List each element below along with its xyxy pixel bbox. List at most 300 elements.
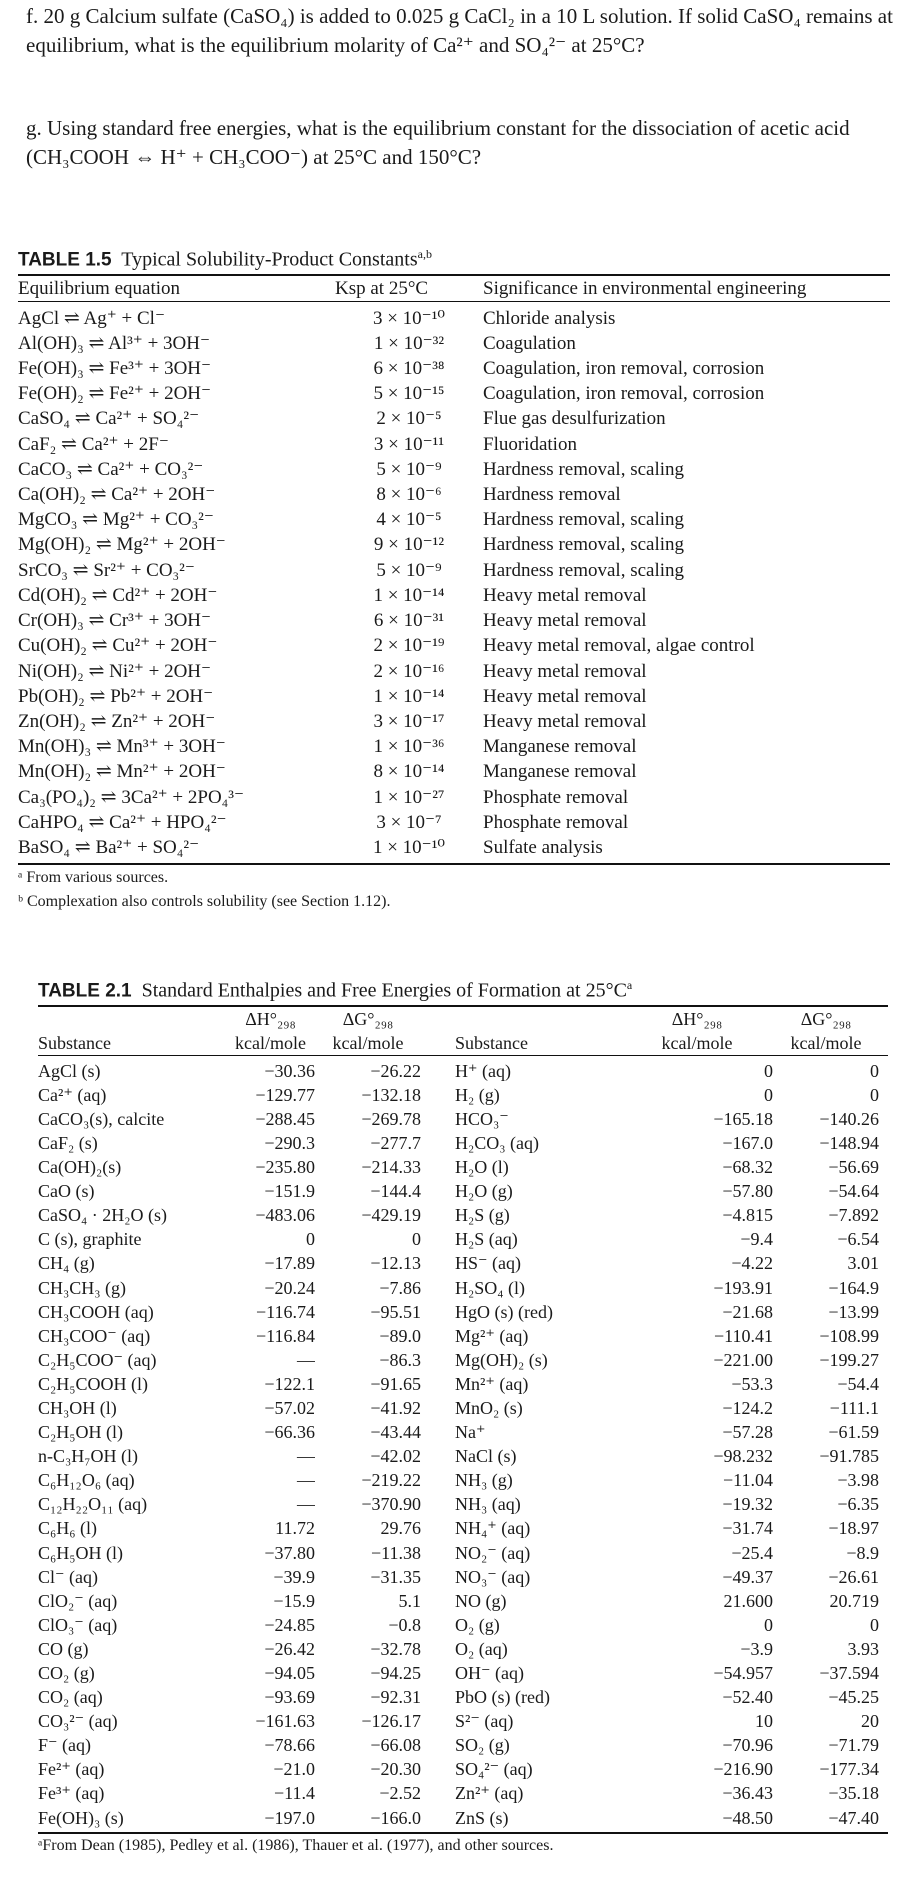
ksp-cell: 4 × 10⁻⁵ [376,509,442,531]
dg-cell: −111.1 [829,1397,879,1418]
dh-cell: −221.00 [713,1349,773,1370]
dg-cell: 0 [870,1084,879,1105]
table-2-1-body [38,1055,888,1833]
dh-cell: −70.96 [722,1735,773,1756]
significance-cell: Heavy metal removal [483,685,647,707]
dg-cell: −2.52 [379,1783,421,1804]
dh-cell: −116.84 [256,1325,315,1346]
dh-cell: −11.4 [274,1783,315,1804]
dg-cell: −66.08 [370,1735,421,1756]
table-row [38,1468,888,1492]
table-row [18,356,890,381]
dg-cell: 5.1 [398,1590,421,1611]
header-significance: Significance in environmental engineering [483,275,890,302]
substance-cell: H₂O (l) [455,1157,509,1178]
substance-cell: Mg(OH)₂ (s) [455,1349,548,1370]
table-1-5-footnote-a: ᵃ From various sources. [18,869,169,887]
table-row [18,457,890,482]
dg-cell: 20.719 [829,1590,879,1611]
substance-cell: Na⁺ [455,1422,486,1443]
dh-cell: −193.91 [713,1277,773,1298]
dh-cell: −165.18 [713,1108,773,1129]
ksp-cell: 6 × 10⁻³¹ [373,610,445,632]
equation-cell: Al(OH)₃ ⇌ Al³⁺ + 3OH⁻ [18,332,211,354]
table-row [18,709,890,734]
table-row [18,785,890,810]
dg-cell: −140.26 [819,1108,879,1129]
substance-cell: CO₂ (g) [38,1663,95,1683]
substance-cell: CaF₂ (s) [38,1132,98,1153]
table-row [18,301,890,331]
dg-cell: −47.40 [773,1806,888,1833]
table-1-5 [18,241,890,913]
dg-cell: −370.90 [361,1494,421,1515]
ksp-cell: 9 × 10⁻¹² [373,534,445,556]
dg-cell: −6.54 [837,1229,879,1250]
significance-cell: Fluoridation [483,433,577,455]
substance-cell: MnO₂ (s) [455,1397,523,1418]
table-row [38,1516,888,1540]
dh-cell: −24.85 [264,1614,315,1635]
substance-cell: H₂S (g) [455,1205,510,1226]
table-row [38,1348,888,1372]
header-dh-left: ΔH°₂₉₈ [226,1006,315,1031]
dh-cell: −9.4 [740,1229,773,1250]
table-1-5-body [18,301,890,864]
substance-cell: F⁻ (aq) [38,1735,91,1756]
table-row [18,835,890,864]
significance-cell: Hardness removal, scaling [483,559,685,581]
header-equation: Equilibrium equation [18,275,335,302]
significance-cell: Heavy metal removal [483,660,647,682]
table-2-1-header-row-2 [38,1031,888,1056]
significance-cell: Hardness removal, scaling [483,458,685,480]
substance-cell: C₂H₅OH (l) [38,1422,124,1443]
significance-cell: Coagulation, iron removal, corrosion [483,383,765,405]
substance-cell: SO₄²⁻ (aq) [455,1759,533,1780]
substance-cell: Mg²⁺ (aq) [455,1325,529,1346]
significance-cell: Heavy metal removal [483,710,647,732]
ksp-cell: 3 × 10⁻¹⁷ [373,710,445,732]
dh-cell: 0 [764,1084,773,1105]
header-dg-right: ΔG°₂₉₈ [773,1006,888,1031]
dh-cell: −110.41 [714,1325,773,1346]
table-row [18,532,890,557]
table-row [18,810,890,835]
ksp-cell: 6 × 10⁻³⁸ [373,358,445,380]
question-f [26,2,906,60]
table-row [18,482,890,507]
equation-cell: Mn(OH)₂ ⇌ Mn²⁺ + 2OH⁻ [18,761,226,783]
substance-cell: H₂ (g) [455,1084,500,1105]
dh-cell: −48.50 [621,1806,773,1833]
substance-cell: CH₃CH₃ (g) [38,1277,127,1298]
substance-cell: Zn²⁺ (aq) [455,1783,524,1804]
table-row [38,1613,888,1637]
significance-cell: Coagulation, iron removal, corrosion [483,358,765,380]
significance-cell: Phosphate removal [483,786,629,808]
dg-cell: −0.8 [388,1614,421,1635]
dg-cell: −11.38 [371,1542,421,1563]
question-f-text: f. 20 g Calcium sulfate (CaSO₄) is added to 0.025 g CaCl₂ in a 10 L solution. If solid CaSO₄ remains at equilibrium, what is the equilibrium molarity of Ca²⁺ and SO₄²⁻ at 25°C? [26,4,893,57]
dg-cell: −429.19 [361,1205,421,1226]
dg-cell: −61.59 [828,1422,879,1443]
dh-cell: −290.3 [264,1132,315,1153]
substance-cell: PbO (s) (red) [455,1687,550,1708]
table-row [18,583,890,608]
dh-cell: −116.74 [256,1301,315,1322]
ksp-cell: 3 × 10⁻¹¹ [373,433,445,455]
dh-cell: −11.04 [723,1470,773,1491]
dh-cell: −66.36 [264,1422,315,1443]
dh-cell: −68.32 [722,1157,773,1178]
dh-cell: −216.90 [713,1759,773,1780]
dg-cell: −45.25 [828,1687,879,1708]
dh-cell: 10 [755,1711,773,1732]
dg-cell: −214.33 [361,1157,421,1178]
dh-cell: — [297,1349,315,1370]
dh-cell: −37.80 [264,1542,315,1563]
significance-cell: Phosphate removal [483,811,629,833]
dg-cell: −12.13 [370,1253,421,1274]
significance-cell: Coagulation [483,332,576,354]
dg-cell: −148.94 [819,1132,879,1153]
table-row [18,633,890,658]
dg-cell: −35.18 [828,1783,879,1804]
dg-cell: −91.65 [370,1373,421,1394]
dg-cell: −54.4 [837,1373,879,1394]
substance-cell: C₂H₅COO⁻ (aq) [38,1349,157,1370]
dh-cell: −52.40 [722,1687,773,1708]
ksp-cell: 1 × 10⁻³² [373,332,445,354]
equation-cell: CaHPO₄ ⇌ Ca²⁺ + HPO₄²⁻ [18,811,227,833]
dh-cell: −93.69 [264,1687,315,1708]
dg-cell: −91.785 [819,1446,879,1467]
dh-cell: −20.24 [264,1277,315,1298]
table-2-1-title-sup: a [626,978,633,992]
table-row [38,1276,888,1300]
table-row [38,1589,888,1613]
substance-cell: O₂ (g) [455,1614,500,1635]
substance-cell: H₂S (aq) [455,1229,518,1250]
ksp-cell: 1 × 10⁻¹⁴ [373,685,445,707]
dh-cell: −19.32 [722,1494,773,1515]
ksp-cell: 2 × 10⁻⁵ [376,408,442,430]
ksp-cell: 1 × 10⁻¹⁰ [335,835,483,864]
dh-cell: — [297,1494,315,1515]
dg-cell: −199.27 [819,1349,879,1370]
dh-cell: 11.72 [275,1518,315,1539]
substance-cell: NO (g) [455,1590,507,1611]
question-g [26,114,906,172]
significance-cell: Heavy metal removal [483,610,647,632]
dh-cell: −161.63 [255,1711,315,1732]
dg-cell: −7.892 [828,1205,879,1226]
dh-cell: −122.1 [264,1373,315,1394]
equation-cell: BaSO₄ ⇌ Ba²⁺ + SO₄²⁻ [18,835,335,864]
dg-cell: 29.76 [380,1518,421,1539]
dh-cell: −4.22 [731,1253,773,1274]
dg-cell: −41.92 [370,1397,421,1418]
dh-cell: −30.36 [264,1060,315,1081]
dg-cell: −277.7 [370,1132,421,1153]
dg-cell: −177.34 [819,1759,879,1780]
dg-cell: −144.4 [370,1181,421,1202]
dh-cell: 21.600 [723,1590,773,1611]
substance-cell: C₆H₆ (l) [38,1518,98,1539]
ksp-cell: 5 × 10⁻¹⁵ [373,383,445,405]
dg-cell: −18.97 [828,1518,879,1539]
table-row [38,1709,888,1733]
substance-cell: C₂H₅COOH (l) [38,1373,149,1394]
substance-cell: Fe²⁺ (aq) [38,1759,105,1780]
dg-cell: −132.18 [361,1084,421,1105]
dh-cell: −94.05 [264,1663,315,1683]
substance-cell: O₂ (aq) [455,1638,508,1659]
table-row [18,659,890,684]
header-unit-3: kcal/mole [621,1031,773,1056]
dg-cell: −92.31 [370,1687,421,1708]
header-substance-right: Substance [421,1031,621,1056]
table-row [38,1251,888,1275]
table-2-1-footnote: ᵃFrom Dean (1985), Pedley et al. (1986), Thauer et al. (1977), and other sources. [38,1836,554,1854]
table-row [38,1203,888,1227]
substance-cell: H⁺ (aq) [455,1060,511,1081]
substance-cell: C (s), graphite [38,1229,142,1250]
dg-cell: −26.61 [828,1566,879,1587]
dh-cell: −31.74 [722,1518,773,1539]
ksp-cell: 8 × 10⁻¹⁴ [373,761,445,783]
dg-cell: −108.99 [819,1325,879,1346]
substance-cell: CO₂ (aq) [38,1687,103,1708]
header-unit-2: kcal/mole [315,1031,421,1056]
dg-cell: −31.35 [370,1566,421,1587]
substance-cell: H₂O (g) [455,1181,513,1202]
table-1-5-header-row [18,275,890,302]
dh-cell: −288.45 [255,1108,315,1129]
table-1-5-title: Typical Solubility-Product Constants [121,248,418,271]
table-row [18,432,890,457]
substance-cell: CaSO₄ · 2H₂O (s) [38,1205,168,1226]
table-row [18,684,890,709]
table-row [18,734,890,759]
dg-cell: 20 [861,1711,879,1732]
table-row [38,1733,888,1757]
dg-cell: −94.25 [370,1663,421,1683]
table-row [38,1781,888,1805]
dh-cell: — [297,1470,315,1491]
substance-cell: SO₂ (g) [455,1735,510,1756]
dh-cell: 0 [764,1614,773,1635]
ksp-cell: 1 × 10⁻²⁷ [373,786,445,808]
table-row [38,1444,888,1468]
substance-cell: CaCO₃(s), calcite [38,1108,165,1129]
ksp-cell: 5 × 10⁻⁹ [376,458,442,480]
dg-cell: 0 [870,1614,879,1635]
table-2-1 [38,972,888,1857]
equation-cell: Zn(OH)₂ ⇌ Zn²⁺ + 2OH⁻ [18,710,216,732]
dh-cell: −26.42 [264,1638,315,1659]
dg-cell: −43.44 [370,1422,421,1443]
header-substance-left: Substance [38,1031,226,1056]
dh-cell: −98.232 [713,1446,773,1467]
substance-cell: ClO₃⁻ (aq) [38,1614,118,1635]
dg-cell: −8.9 [846,1542,879,1563]
dg-cell: −95.51 [370,1301,421,1322]
dh-cell: −57.02 [264,1397,315,1418]
dh-cell: 0 [764,1060,773,1081]
dg-cell: −164.9 [828,1277,879,1298]
dh-cell: −124.2 [722,1397,773,1418]
significance-cell: Chloride analysis [483,307,616,329]
equation-cell: Ni(OH)₂ ⇌ Ni²⁺ + 2OH⁻ [18,660,212,682]
dh-cell: −3.9 [740,1638,773,1659]
table-1-5-title-sup: a,b [417,247,432,261]
dh-cell: −53.3 [731,1373,773,1394]
equation-cell: Ca(OH)₂ ⇌ Ca²⁺ + 2OH⁻ [18,484,216,506]
equation-cell: CaSO₄ ⇌ Ca²⁺ + SO₄²⁻ [18,408,200,430]
dh-cell: −49.37 [722,1566,773,1587]
substance-cell: Ca²⁺ (aq) [38,1084,107,1105]
table-row [18,406,890,431]
question-g-text: g. Using standard free energies, what is the equilibrium constant for the dissociation of acetic acid (CH₃COOH ⇔ H⁺ + CH₃COO⁻) at 25°C and 150°C? [26,116,850,169]
dg-cell: −71.79 [828,1735,879,1756]
substance-cell: ZnS (s) [421,1806,621,1833]
ksp-cell: 2 × 10⁻¹⁹ [373,635,445,657]
significance-cell: Hardness removal, scaling [483,509,685,531]
dg-cell: −7.86 [379,1277,421,1298]
table-row [18,507,890,532]
dg-cell: −86.3 [379,1349,421,1370]
dg-cell: −20.30 [370,1759,421,1780]
substance-cell: HgO (s) (red) [455,1301,553,1322]
dg-cell: −26.22 [370,1060,421,1081]
dh-cell: −4.815 [722,1205,773,1226]
dh-cell: −21.68 [722,1301,773,1322]
equation-cell: Pb(OH)₂ ⇌ Pb²⁺ + 2OH⁻ [18,685,214,707]
equation-cell: Mn(OH)₃ ⇌ Mn³⁺ + 3OH⁻ [18,736,226,758]
dg-cell: −126.17 [361,1711,421,1732]
dh-cell: −17.89 [264,1253,315,1274]
dg-cell: −32.78 [370,1638,421,1659]
substance-cell: C₆H₁₂O₆ (aq) [38,1470,135,1491]
table-row [38,1179,888,1203]
table-row [18,608,890,633]
table-2-1-title: Standard Enthalpies and Free Energies of Formation at 25°C [141,979,627,1002]
dh-cell: −25.4 [731,1542,773,1563]
header-dh-right: ΔH°₂₉₈ [621,1006,773,1031]
table-2-1-label: TABLE 2.1 [38,980,132,1002]
dh-cell: −36.43 [722,1783,773,1804]
dh-cell: — [297,1446,315,1467]
table-row [38,1155,888,1179]
dg-cell: 0 [412,1229,421,1250]
equation-cell: Cu(OH)₂ ⇌ Cu²⁺ + 2OH⁻ [18,635,218,657]
substance-cell: ClO₂⁻ (aq) [38,1590,118,1611]
dg-cell: −37.594 [819,1663,879,1683]
substance-cell: OH⁻ (aq) [455,1663,524,1683]
equation-cell: Fe(OH)₂ ⇌ Fe²⁺ + 2OH⁻ [18,383,212,405]
significance-cell: Manganese removal [483,736,637,758]
substance-cell: CH₃COOH (aq) [38,1301,154,1322]
table-row [38,1806,888,1833]
dh-cell: −197.0 [226,1806,315,1833]
significance-cell: Hardness removal [483,484,621,506]
table-1-5-caption [18,241,890,274]
dh-cell: −151.9 [264,1181,315,1202]
substance-cell: CO (g) [38,1638,89,1659]
table-2-1-header-row-1 [38,1006,888,1031]
ksp-cell: 3 × 10⁻¹⁰ [372,307,446,329]
significance-cell: Sulfate analysis [483,835,890,864]
table-row [38,1227,888,1251]
dh-cell: −57.28 [722,1422,773,1443]
equation-cell: Fe(OH)₃ ⇌ Fe³⁺ + 3OH⁻ [18,358,212,380]
substance-cell: NO₃⁻ (aq) [455,1566,531,1587]
table-row [38,1420,888,1444]
substance-cell: Mn²⁺ (aq) [455,1373,529,1394]
equation-cell: Cd(OH)₂ ⇌ Cd²⁺ + 2OH⁻ [18,584,218,606]
header-unit-4: kcal/mole [773,1031,888,1056]
substance-cell: HCO₃⁻ [455,1108,509,1129]
substance-cell: C₆H₅OH (l) [38,1542,124,1563]
table-row [38,1757,888,1781]
table-row [38,1055,888,1083]
table-row [18,331,890,356]
ksp-cell: 5 × 10⁻⁹ [376,559,442,581]
table-row [38,1565,888,1589]
substance-cell: CH₃COO⁻ (aq) [38,1325,151,1346]
ksp-cell: 8 × 10⁻⁶ [376,484,442,506]
substance-cell: NH₄⁺ (aq) [455,1518,531,1539]
substance-cell: HS⁻ (aq) [455,1253,521,1274]
substance-cell: S²⁻ (aq) [455,1711,514,1732]
substance-cell: H₂SO₄ (l) [455,1277,526,1298]
dh-cell: −15.9 [273,1590,315,1611]
significance-cell: Hardness removal, scaling [483,534,685,556]
dh-cell: −483.06 [255,1205,315,1226]
substance-cell: n-C₃H₇OH (l) [38,1446,139,1467]
substance-cell: NH₃ (g) [455,1470,513,1491]
ksp-cell: 3 × 10⁻⁷ [376,811,442,833]
equation-cell: AgCl ⇌ Ag⁺ + Cl⁻ [18,307,165,329]
table-2-1-caption [38,972,888,1005]
table-row [38,1107,888,1131]
table-row [38,1324,888,1348]
substance-cell: Fe(OH)₃ (s) [38,1806,226,1833]
header-dg-left: ΔG°₂₉₈ [315,1006,421,1031]
substance-cell: Cl⁻ (aq) [38,1566,98,1587]
ksp-cell: 1 × 10⁻¹⁴ [373,584,445,606]
dg-cell: −3.98 [837,1470,879,1491]
table-row [38,1685,888,1709]
dg-cell: −89.0 [379,1325,421,1346]
substance-cell: CaO (s) [38,1181,95,1202]
table-row [18,558,890,583]
table-row [38,1541,888,1565]
table-row [38,1372,888,1396]
dg-cell: −269.78 [361,1108,421,1129]
dh-cell: −78.66 [264,1735,315,1756]
equation-cell: SrCO₃ ⇌ Sr²⁺ + CO₃²⁻ [18,559,195,581]
equation-cell: Mg(OH)₂ ⇌ Mg²⁺ + 2OH⁻ [18,534,226,556]
dh-cell: −57.80 [722,1181,773,1202]
dg-cell: −6.35 [837,1494,879,1515]
dg-cell: 0 [870,1060,879,1081]
dg-cell: −166.0 [315,1806,421,1833]
dh-cell: −54.957 [713,1663,773,1683]
table-row [38,1492,888,1516]
